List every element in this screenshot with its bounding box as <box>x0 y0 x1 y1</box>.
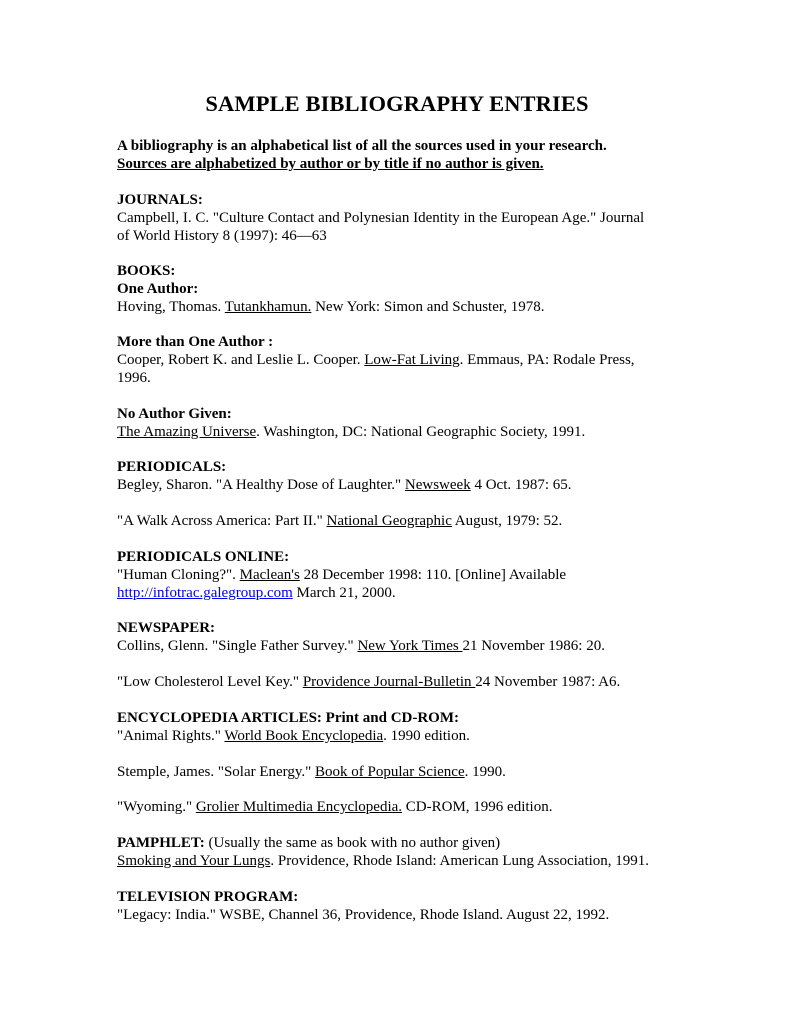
pamphlet-section <box>117 834 697 870</box>
newspaper-title: Providence Journal-Bulletin <box>302 674 476 690</box>
entry-suffix: August, 1979: 52. <box>451 513 563 529</box>
encyclopedia-section <box>117 709 697 745</box>
newspaper-entry-2 <box>117 673 697 691</box>
periodicals-online-section <box>117 548 697 602</box>
entry-suffix: . Washington, DC: National Geographic Society, 1991. <box>256 424 586 440</box>
entry-suffix: CD-ROM, 1996 edition. <box>402 799 553 815</box>
pamphlet-title: Smoking and Your Lungs <box>117 853 271 869</box>
book-title: The Amazing Universe <box>117 424 257 440</box>
more-authors-entry-line-2: 1996. <box>117 370 151 386</box>
encyclopedia-entry-3 <box>117 798 697 816</box>
more-than-one-author-section <box>117 333 697 387</box>
entry-suffix: . 1990. <box>464 764 506 780</box>
television-entry: "Legacy: India." WSBE, Channel 36, Providence, Rhode Island. August 22, 1992. <box>117 907 610 923</box>
journals-entry-line-1: Campbell, I. C. "Culture Contact and Polynesian Identity in the European Age." Journal <box>117 210 645 226</box>
periodicals-section <box>117 458 697 494</box>
periodical-title: Newsweek <box>404 477 471 493</box>
page-title: SAMPLE BIBLIOGRAPHY ENTRIES <box>205 91 589 116</box>
newspaper-title: New York Times <box>357 638 463 654</box>
entry-prefix: Begley, Sharon. "A Healthy Dose of Laughter." <box>117 477 405 493</box>
intro-line-1: A bibliography is an alphabetical list of all the sources used in your research. <box>117 138 607 154</box>
periodicals-entry-1 <box>117 476 697 494</box>
intro-paragraph <box>117 137 697 173</box>
entry-prefix: "Wyoming." <box>117 799 196 815</box>
entry-suffix: 4 Oct. 1987: 65. <box>470 477 572 493</box>
entry-suffix: New York: Simon and Schuster, 1978. <box>311 299 545 315</box>
periodical-title: National Geographic <box>326 513 452 529</box>
periodicals-online-entry-line-2 <box>117 584 697 602</box>
periodicals-entry-2-block <box>117 512 697 530</box>
no-author-entry <box>117 423 697 441</box>
pamphlet-heading: PAMPHLET: <box>117 835 205 851</box>
television-heading: TELEVISION PROGRAM: <box>117 889 299 905</box>
pamphlet-note: (Usually the same as book with no author given) <box>204 835 501 851</box>
no-author-section <box>117 405 697 441</box>
journals-entry-line-2: of World History 8 (1997): 46—63 <box>117 228 327 244</box>
entry-prefix: Stemple, James. "Solar Energy." <box>117 764 316 780</box>
encyclopedia-entry-1 <box>117 727 697 745</box>
entry-prefix: "Human Cloning?". <box>117 567 240 583</box>
entry-prefix: Collins, Glenn. "Single Father Survey." <box>117 638 358 654</box>
entry-suffix: . Providence, Rhode Island: American Lung Association, 1991. <box>270 853 650 869</box>
entry-prefix: Cooper, Robert K. and Leslie L. Cooper. <box>117 352 365 368</box>
television-section <box>117 888 697 924</box>
pamphlet-heading-line <box>117 834 697 852</box>
book-title: Low-Fat Living <box>364 352 460 368</box>
book-title: Tutankhamun. <box>224 299 312 315</box>
entry-prefix: "Animal Rights." <box>117 728 225 744</box>
encyclopedia-title: Book of Popular Science <box>315 764 465 780</box>
one-author-entry <box>117 298 697 316</box>
more-authors-entry <box>117 351 697 369</box>
pamphlet-entry <box>117 852 697 870</box>
entry-suffix: . Emmaus, PA: Rodale Press, <box>459 352 635 368</box>
entry-prefix: "A Walk Across America: Part II." <box>117 513 327 529</box>
infotrac-link[interactable]: http://infotrac.galegroup.com <box>117 585 293 601</box>
books-heading: BOOKS: <box>117 263 176 279</box>
entry-prefix: Hoving, Thomas. <box>117 299 225 315</box>
encyclopedia-title: Grolier Multimedia Encyclopedia. <box>195 799 403 815</box>
encyclopedia-title: World Book Encyclopedia <box>224 728 384 744</box>
intro-line-2: Sources are alphabetized by author or by title if no author is given. <box>117 156 544 172</box>
periodicals-entry-2 <box>117 512 697 530</box>
periodicals-online-heading: PERIODICALS ONLINE: <box>117 549 290 565</box>
newspaper-section <box>117 619 697 655</box>
newspaper-heading: NEWSPAPER: <box>117 620 216 636</box>
encyclopedia-entry-3-block <box>117 798 697 816</box>
journals-heading: JOURNALS: <box>117 192 203 208</box>
no-author-subheading: No Author Given: <box>117 406 232 422</box>
journals-section <box>117 191 697 245</box>
entry-suffix: 21 November 1986: 20. <box>462 638 605 654</box>
encyclopedia-entry-2-block <box>117 763 697 781</box>
encyclopedia-entry-2 <box>117 763 697 781</box>
link-suffix: March 21, 2000. <box>292 585 396 601</box>
newspaper-entry-2-block <box>117 673 697 691</box>
entry-suffix: 28 December 1998: 110. [Online] Available <box>299 567 567 583</box>
entry-suffix: . 1990 edition. <box>383 728 470 744</box>
encyclopedia-heading: ENCYCLOPEDIA ARTICLES: Print and CD-ROM: <box>117 710 460 726</box>
periodicals-heading: PERIODICALS: <box>117 459 227 475</box>
periodical-title: Maclean's <box>239 567 300 583</box>
one-author-subheading: One Author: <box>117 281 199 297</box>
periodicals-online-entry <box>117 566 697 584</box>
entry-prefix: "Low Cholesterol Level Key." <box>117 674 303 690</box>
newspaper-entry-1 <box>117 637 697 655</box>
entry-suffix: 24 November 1987: A6. <box>475 674 621 690</box>
more-authors-subheading: More than One Author : <box>117 334 274 350</box>
books-section <box>117 262 697 316</box>
